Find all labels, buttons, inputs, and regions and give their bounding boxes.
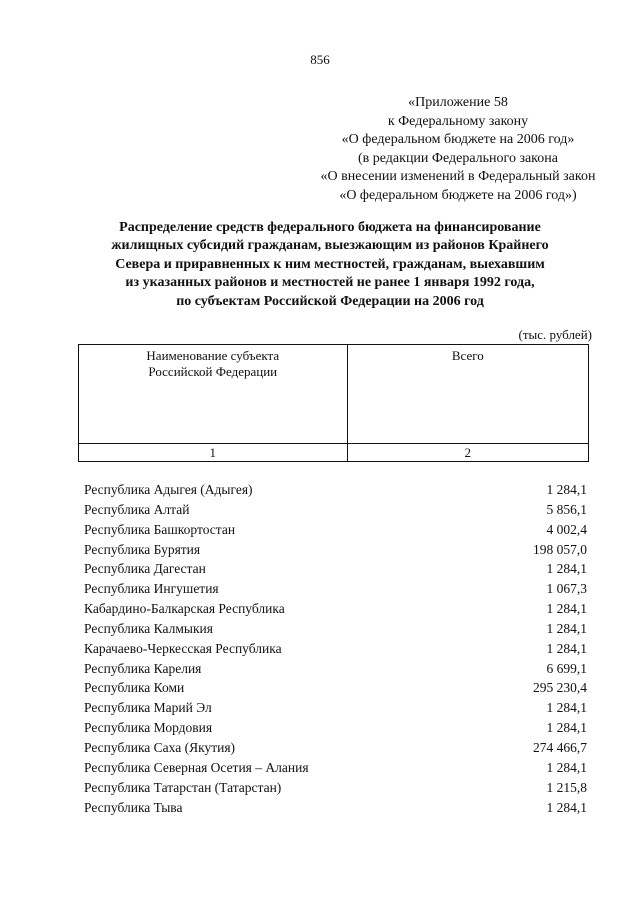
- table-row: [84, 599, 587, 619]
- header-subject-line1: Наименование субъекта: [146, 348, 280, 363]
- subject-value: 1 284,1: [546, 799, 587, 815]
- subject-name: Карачаево-Черкесская Республика: [84, 640, 282, 656]
- title-line: Севера и приравненных к ним местностей, гражданам, выехавшим: [115, 256, 545, 272]
- data-rows: [84, 480, 587, 817]
- subject-value: 1 284,1: [546, 759, 587, 775]
- table-row: [84, 639, 587, 659]
- table-row: [84, 500, 587, 520]
- table-row: [84, 758, 587, 778]
- table-row: [84, 579, 587, 599]
- subject-value: 1 284,1: [546, 601, 587, 617]
- table-row: [84, 559, 587, 579]
- appendix-line: «О внесении изменений в Федеральный закон: [320, 169, 596, 185]
- table-header: [78, 344, 589, 462]
- subject-name: Республика Тыва: [84, 799, 183, 815]
- title-line: по субъектам Российской Федерации на 2006 год: [176, 293, 484, 309]
- subject-name: Республика Адыгея (Адыгея): [84, 482, 253, 497]
- column-number-2: 2: [347, 444, 588, 462]
- subject-name: Республика Алтай: [84, 501, 190, 517]
- subject-name: Республика Коми: [84, 680, 185, 696]
- subject-value: 1 284,1: [546, 640, 587, 656]
- header-cell-subject: [79, 345, 348, 444]
- appendix-line: «О федеральном бюджете на 2006 год»: [341, 132, 575, 148]
- table-row: [84, 678, 587, 698]
- table-row: [84, 480, 587, 500]
- column-number-row: [79, 444, 589, 462]
- table-row: [84, 540, 587, 560]
- table-row: [84, 619, 587, 639]
- subject-value: 5 856,1: [546, 501, 587, 517]
- table-row: [84, 698, 587, 718]
- subject-name: Республика Дагестан: [84, 561, 206, 577]
- header-row: [79, 345, 589, 444]
- subject-value: 4 002,4: [546, 521, 587, 537]
- column-number-1: 1: [79, 444, 348, 462]
- document-title: [80, 219, 580, 311]
- subject-name: Республика Марий Эл: [84, 700, 212, 716]
- subject-name: Республика Бурятия: [84, 541, 201, 557]
- subject-name: Кабардино-Балкарская Республика: [84, 601, 285, 617]
- subject-name: Республика Ингушетия: [84, 581, 219, 597]
- table-row: [84, 659, 587, 679]
- title-line: Распределение средств федерального бюджета на финансирование: [119, 220, 541, 235]
- subject-value: 1 215,8: [546, 779, 587, 795]
- page-number: 856: [310, 52, 330, 67]
- header-subject-line2: Российской Федерации: [148, 364, 278, 379]
- table-row: [84, 520, 587, 540]
- subject-value: 6 699,1: [546, 660, 587, 676]
- table-row: [84, 718, 587, 738]
- subject-name: Республика Саха (Якутия): [84, 739, 236, 755]
- subject-value: 295 230,4: [533, 680, 587, 696]
- appendix-line: (в редакции Федерального закона: [358, 150, 558, 166]
- subject-name: Республика Калмыкия: [84, 620, 213, 636]
- subject-name: Республика Северная Осетия – Алания: [84, 759, 309, 775]
- appendix-line: «Приложение 58: [408, 95, 508, 110]
- table-row: [84, 778, 587, 798]
- title-line: жилищных субсидий гражданам, выезжающим из районов Крайнего: [111, 238, 549, 254]
- subject-value: 1 067,3: [546, 581, 587, 597]
- table-row: [84, 738, 587, 758]
- subject-value: 1 284,1: [546, 561, 587, 577]
- units-label: (тыс. рублей): [518, 327, 592, 342]
- subject-name: Республика Башкортостан: [84, 521, 236, 537]
- table-row: [84, 798, 587, 818]
- subject-value: 1 284,1: [546, 700, 587, 716]
- appendix-block: [300, 94, 616, 206]
- subject-value: 1 284,1: [546, 482, 587, 497]
- appendix-line: к Федеральному закону: [387, 113, 529, 129]
- subject-name: Республика Мордовия: [84, 720, 213, 736]
- subject-name: Республика Татарстан (Татарстан): [84, 779, 282, 795]
- title-line: из указанных районов и местностей не ранее 1 января 1992 года,: [125, 275, 535, 291]
- subject-value: 1 284,1: [546, 620, 587, 636]
- subject-value: 274 466,7: [533, 739, 587, 755]
- header-cell-total: Всего: [347, 345, 588, 444]
- subject-value: 1 284,1: [546, 720, 587, 736]
- subject-value: 198 057,0: [533, 541, 587, 557]
- subject-name: Республика Карелия: [84, 660, 202, 676]
- appendix-line: «О федеральном бюджете на 2006 год»): [339, 187, 577, 203]
